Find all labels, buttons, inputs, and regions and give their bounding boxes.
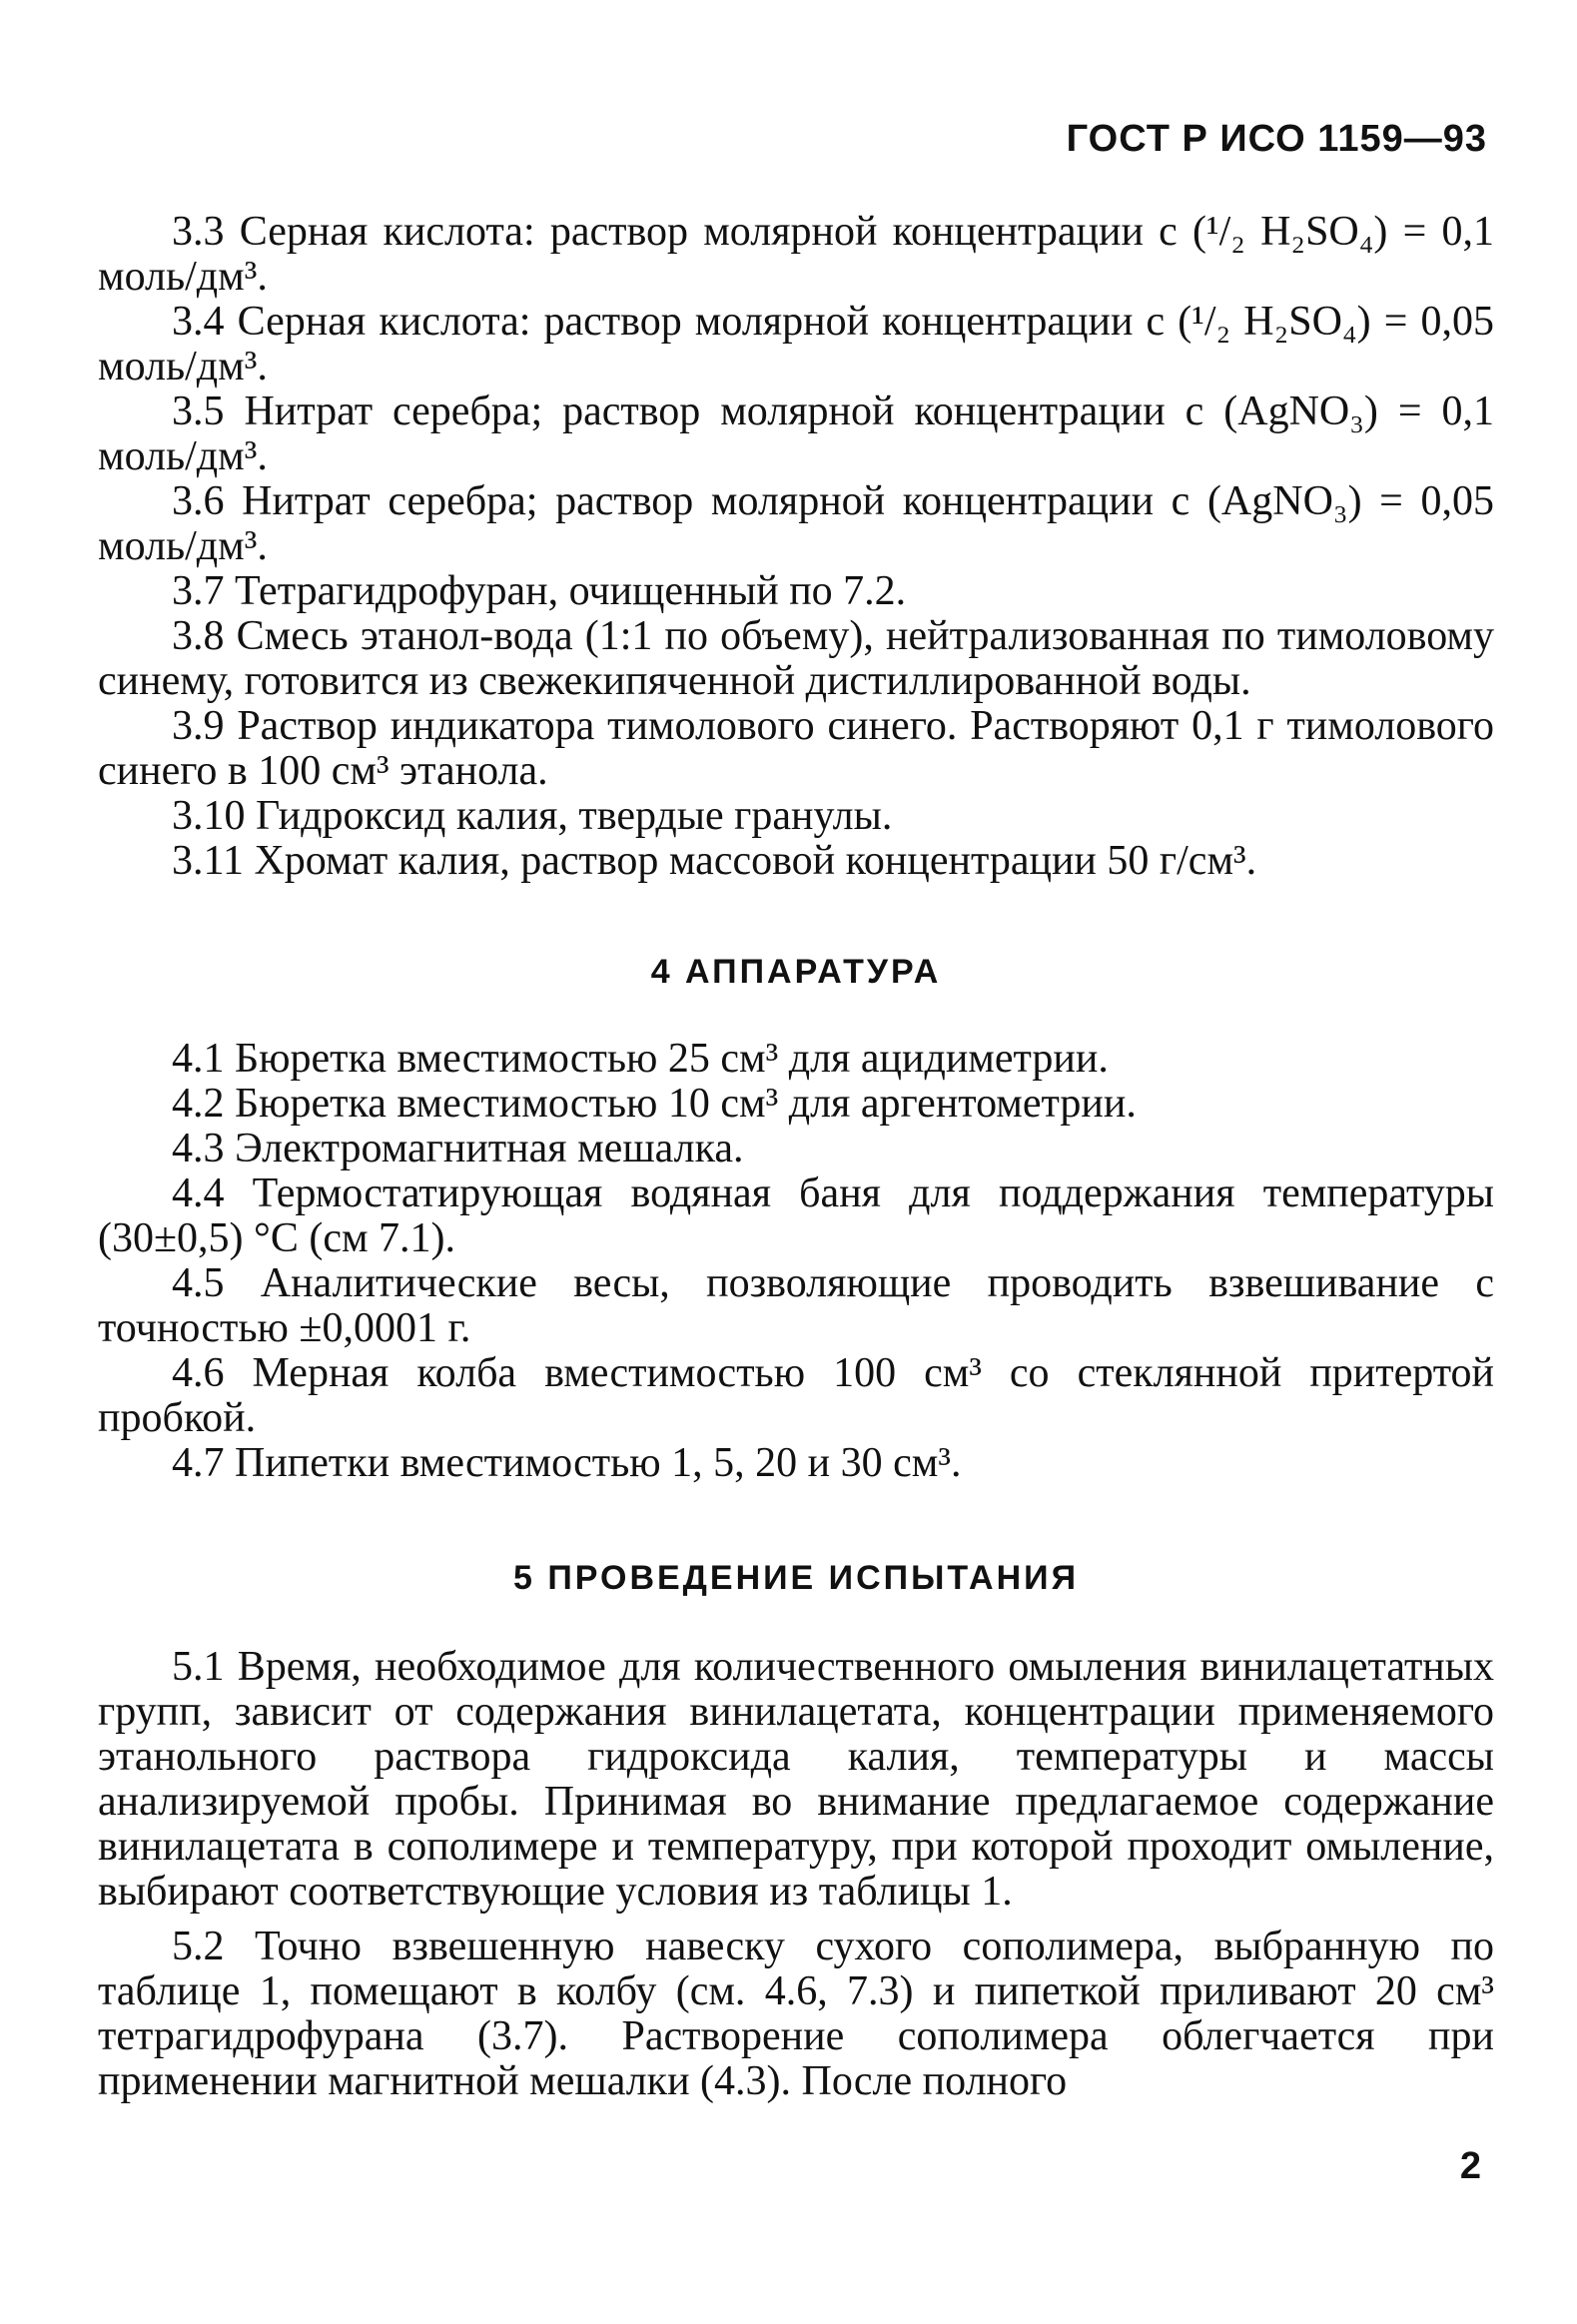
paragraph-4-2: 4.2 Бюретка вместимостью 10 см³ для аргентометрии. bbox=[172, 1081, 1137, 1127]
paragraph-3-6: 3.6 Нитрат серебра; раствор молярной концентрации с (AgNO₃) = 0,05 моль/дм³. bbox=[98, 478, 1494, 569]
document-header: ГОСТ Р ИСО 1159—93 bbox=[1066, 118, 1487, 160]
paragraph-5-1: 5.1 Время, необходимое для количественного омыления винилацетатных групп, зависит от содержания винилацетата, концентрации применяемого этанольного раствора гидроксида калия, температуры и массы анализируемой пробы. Принимая во внимание предлагаемое содержание винилацетата в сополимере и температуру, при которой проходит омыление, выбирают соответствующие условия из таблицы 1. bbox=[98, 1644, 1494, 1915]
paragraph-5-2: 5.2 Точно взвешенную навеску сухого сополимера, выбранную по таблице 1, помещают в колбу (см. 4.6, 7.3) и пипеткой приливают 20 см³ тетрагидрофурана (3.7). Растворение сополимера облегчается при применении магнитной мешалки (4.3). После полного bbox=[98, 1924, 1494, 2104]
paragraph-4-3: 4.3 Электромагнитная мешалка. bbox=[172, 1126, 744, 1171]
paragraph-3-4: 3.4 Серная кислота: раствор молярной концентрации с (¹/₂ H₂SO₄) = 0,05 моль/дм³. bbox=[98, 299, 1494, 389]
document-body bbox=[98, 210, 1494, 2104]
paragraph-4-7: 4.7 Пипетки вместимостью 1, 5, 20 и 30 см³. bbox=[172, 1440, 962, 1486]
paragraph-3-8: 3.8 Смесь этанол-вода (1:1 по объему), нейтрализованная по тимоловому синему, готовится из свежекипяченной дистиллированной воды. bbox=[98, 613, 1494, 704]
paragraph-3-5: 3.5 Нитрат серебра; раствор молярной концентрации с (AgNO₃) = 0,1 моль/дм³. bbox=[98, 388, 1494, 479]
paragraph-4-6: 4.6 Мерная колба вместимостью 100 см³ со стеклянной притертой пробкой. bbox=[98, 1350, 1494, 1441]
paragraph-3-9: 3.9 Раствор индикатора тимолового синего. Растворяют 0,1 г тимолового синего в 100 см³ этанола. bbox=[98, 703, 1494, 794]
section-heading-4: 4 АППАРАТУРА bbox=[650, 953, 942, 991]
paragraph-3-11: 3.11 Хромат калия, раствор массовой концентрации 50 г/см³. bbox=[172, 838, 1257, 884]
page-number: 2 bbox=[1459, 2145, 1481, 2187]
paragraph-3-3: 3.3 Серная кислота: раствор молярной концентрации с (¹/₂ H₂SO₄) = 0,1 моль/дм³. bbox=[98, 209, 1494, 300]
paragraph-3-10: 3.10 Гидроксид калия, твердые гранулы. bbox=[172, 793, 893, 839]
section-heading-5: 5 ПРОВЕДЕНИЕ ИСПЫТАНИЯ bbox=[512, 1559, 1080, 1597]
paragraph-4-4: 4.4 Термостатирующая водяная баня для поддержания температуры (30±0,5) °С (см 7.1). bbox=[98, 1170, 1494, 1261]
paragraph-4-1: 4.1 Бюретка вместимостью 25 см³ для ацидиметрии. bbox=[172, 1036, 1109, 1082]
paragraph-3-7: 3.7 Тетрагидрофуран, очищенный по 7.2. bbox=[172, 568, 907, 614]
paragraph-4-5: 4.5 Аналитические весы, позволяющие проводить взвешивание с точностью ±0,0001 г. bbox=[98, 1260, 1494, 1351]
